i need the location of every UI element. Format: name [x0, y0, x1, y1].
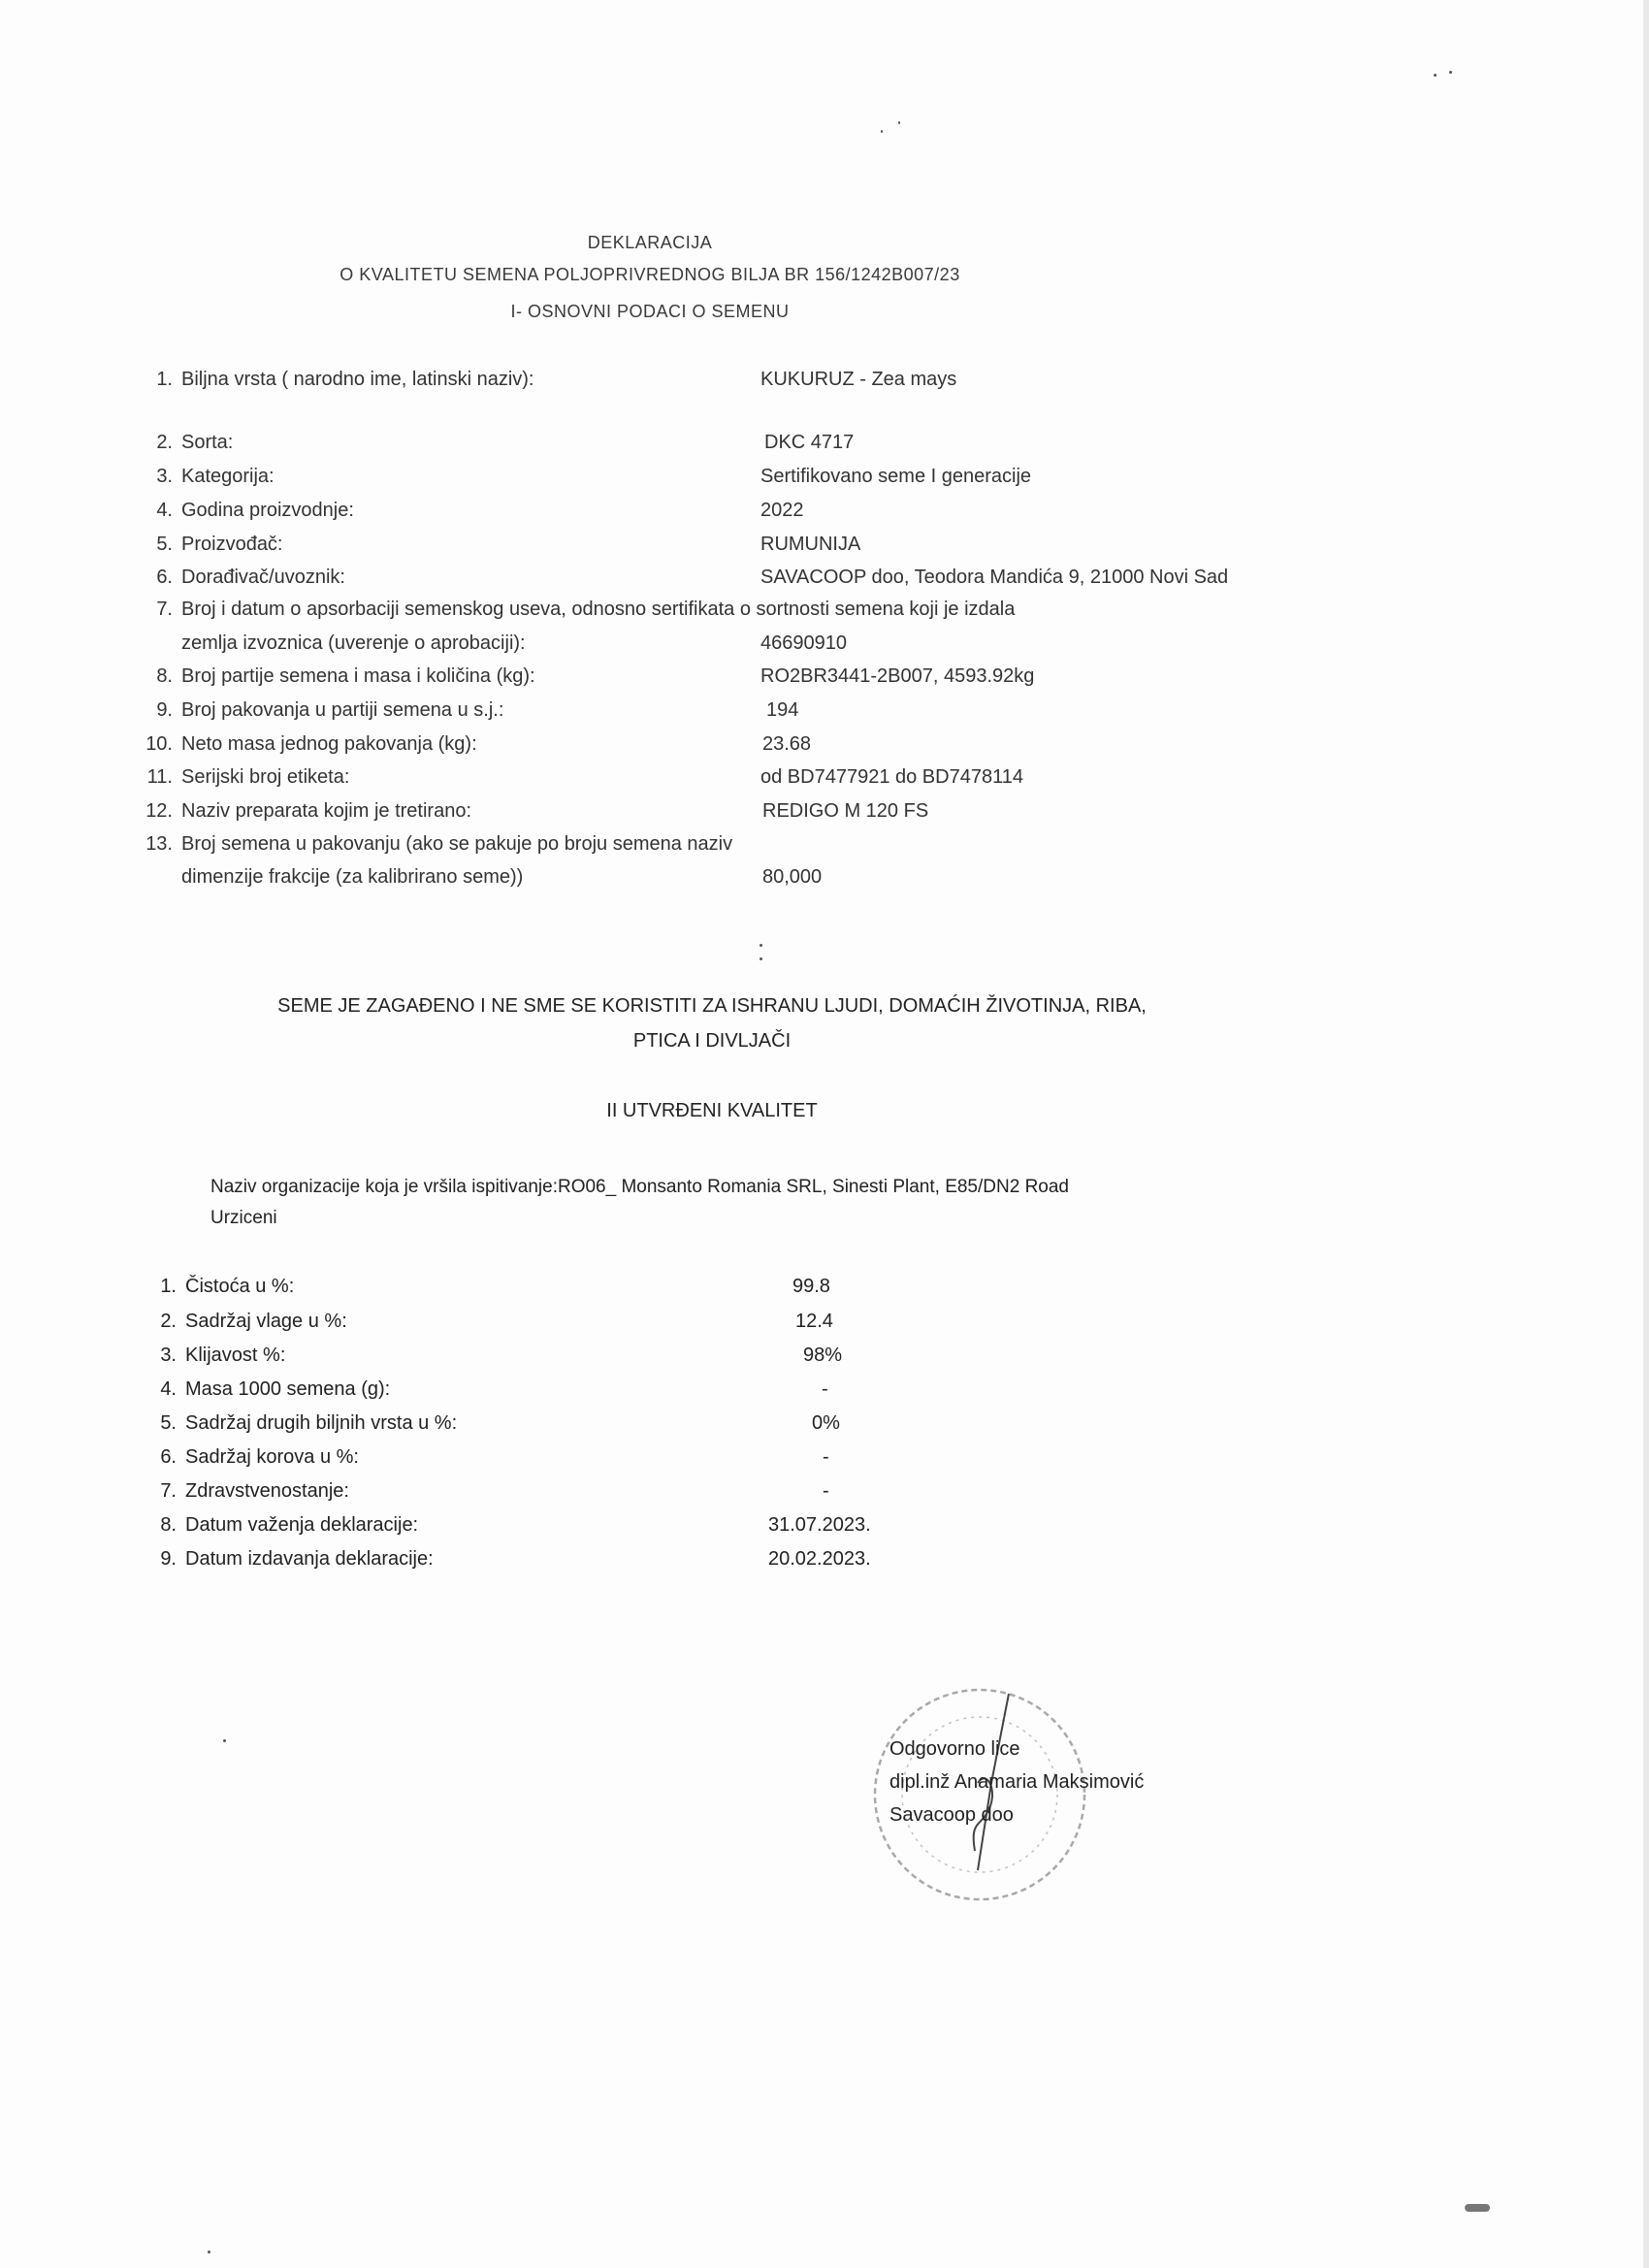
- document-subtitle: O KVALITETU SEMENA POLJOPRIVREDNOG BILJA BR 156/1242B007/23: [340, 265, 960, 284]
- document-title: DEKLARACIJA: [587, 233, 713, 252]
- contamination-warning-line1: SEME JE ZAGAĐENO I NE SME SE KORISTITI ZA ISHRANU LJUDI, DOMAĆIH ŽIVOTINJA, RIBA,: [277, 995, 1147, 1017]
- scan-speck: [208, 2251, 210, 2253]
- testing-organization: [210, 1172, 1200, 1234]
- scan-smudge: [1465, 2204, 1490, 2212]
- testing-organization-line1: Naziv organizacije koja je vršila ispitivanje:RO06_ Monsanto Romania SRL, Sinesti Plant, E85/DN2 Road: [210, 1177, 1069, 1197]
- testing-organization-line2: Urziceni: [210, 1208, 277, 1228]
- scan-speck: [760, 944, 762, 947]
- scan-speck: [1434, 74, 1437, 77]
- section-basic-heading: I- OSNOVNI PODACI O SEMENU: [510, 302, 790, 321]
- scanned-declaration-page: DEKLARACIJA O KVALITETU SEMENA POLJOPRIVREDNOG BILJA BR 156/1242B007/23 I- OSNOVNI PODACI O SEMENU 1. Biljna vrsta ( narodno ime, latinski naziv): KUKURUZ - Zea mays 2. Sorta: DKC 4717 3. Kategorija: Sertifikovano seme I generacije 4. Godina proizvodnje: 2022 5. Proizvođač: RUMUNIJA 6. Dorađivač/uvoznik: SAVACOOP doo, Teodora Mandića 9, 21000 Novi Sad 7. Broj i datum o apsorbaciji semenskog useva, odnosno sertifikata o sortnosti semena koji je izdala zemlja izvoznica (uverenje o aprobaciji): 46690910 8. Broj partije semena i masa i količina (kg): RO2BR3441-2B007, 4593.92kg 9. Broj pakovanja u partiji semena u s.j.: 194 10. Neto masa jednog pakovanja (kg): 23.68 11. Serijski broj etiketa: od BD7477921 do BD7478114 12. Naziv preparata kojim je tretirano: REDIGO M 120 FS 13. Broj semena u pakovanju (ako se pakuje po broju semena naziv dimenzije frakcije (za kalibrirano seme)) 80,000 SEME JE ZAGAĐENO I NE SME SE KORISTITI ZA ISHRANU LJUDI, DOMAĆIH ŽIVOTINJA, RIBA, PTICA I DIVLJAČI II UTVRĐENI KVALITET Naziv organizacije koja je vršila ispitivanje:RO06_ Monsanto Romania SRL, Sinesti Plant, E85/DN2 Road Urziceni 1. Čistoća u %: 99.8 2. Sadržaj vlage u %: 12.4 3. Klijavost %: 98% 4. Masa 1000 semena (g): - 5. Sadržaj drugih biljnih vrsta u %: 0% 6. Sadržaj korova u %: - 7. Zdravstvenostanje: - 8. Datum važenja deklaracije: 31.07.2023. 9. Datum izdavanja deklaracije: 20.02.2023. Odgovorno lice dipl.inž Anamaria Maksimović Savacoop doo: [0, 0, 1649, 2268]
- signature-company: Savacoop doo: [889, 1804, 1014, 1826]
- scan-speck: [223, 1739, 226, 1742]
- section-quality-heading: II UTVRĐENI KVALITET: [606, 1100, 818, 1121]
- signature-responsible-person: Odgovorno lice: [889, 1738, 1020, 1760]
- scan-speck: [1449, 71, 1452, 74]
- scan-speck: [760, 957, 762, 960]
- scan-edge-shadow: [1643, 0, 1649, 2268]
- scan-speck: [898, 121, 900, 124]
- contamination-warning-line2: PTICA I DIVLJAČI: [632, 1030, 792, 1052]
- signature-name: dipl.inž Anamaria Maksimović: [889, 1771, 1145, 1793]
- scan-speck: [881, 130, 883, 133]
